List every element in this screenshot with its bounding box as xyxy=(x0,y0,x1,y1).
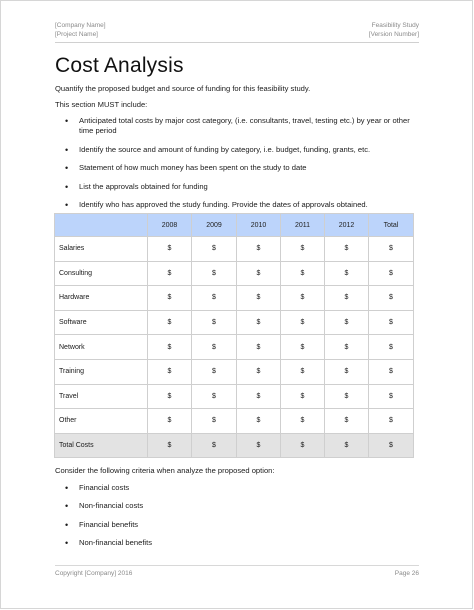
footer-divider xyxy=(55,565,419,566)
table-row xyxy=(55,286,414,311)
bullet-icon: • xyxy=(65,501,69,512)
table-cell: $ xyxy=(192,237,237,262)
table-cell: $ xyxy=(369,433,414,458)
table-cell: $ xyxy=(281,237,325,262)
table-row xyxy=(55,261,414,286)
table-cell: $ xyxy=(148,286,192,311)
table-row xyxy=(55,409,414,434)
bullet-icon: • xyxy=(65,181,69,192)
table-cell: $ xyxy=(192,384,237,409)
row-label: Training xyxy=(55,359,148,384)
table-cell: $ xyxy=(281,409,325,434)
table-cell: $ xyxy=(325,409,369,434)
table-cell: $ xyxy=(325,384,369,409)
table-cell: $ xyxy=(192,261,237,286)
must-include-item xyxy=(55,200,415,210)
header-doc-title: Feasibility Study xyxy=(371,22,419,29)
bullet-icon: • xyxy=(65,200,69,211)
intro-paragraph: Quantify the proposed budget and source of funding for this feasibility study. xyxy=(55,84,311,93)
table-cell: $ xyxy=(281,310,325,335)
must-include-item xyxy=(55,116,415,137)
row-label: Salaries xyxy=(55,237,148,262)
table-cell: $ xyxy=(369,310,414,335)
table-cell: $ xyxy=(325,359,369,384)
must-include-list xyxy=(55,116,415,219)
must-include-item xyxy=(55,145,415,155)
table-cell: $ xyxy=(281,335,325,360)
criteria-item-text: Non-financial benefits xyxy=(79,538,153,548)
row-label: Other xyxy=(55,409,148,434)
table-cell: $ xyxy=(237,384,281,409)
table-cell: $ xyxy=(237,409,281,434)
footer-page-number: Page 26 xyxy=(394,570,419,577)
table-cell: $ xyxy=(148,433,192,458)
criteria-item-text: Financial costs xyxy=(79,483,130,492)
table-cell: $ xyxy=(237,310,281,335)
table-cell: $ xyxy=(325,286,369,311)
table-body xyxy=(55,237,414,458)
criteria-item xyxy=(55,501,415,511)
table-cell: $ xyxy=(325,433,369,458)
criteria-item xyxy=(55,538,415,548)
header-left xyxy=(55,22,106,39)
table-cell: $ xyxy=(192,310,237,335)
table-cell: $ xyxy=(148,335,192,360)
table-row xyxy=(55,384,414,409)
bullet-icon: • xyxy=(65,519,69,530)
must-include-item xyxy=(55,163,415,173)
header-right xyxy=(369,22,419,39)
criteria-item xyxy=(55,483,415,493)
table-row xyxy=(55,433,414,458)
bullet-icon: • xyxy=(65,116,69,126)
table-cell: $ xyxy=(148,310,192,335)
must-include-item-text: Identify who has approved the study funding. Provide the dates of approvals obtained. xyxy=(79,200,368,210)
header-divider xyxy=(55,42,419,43)
row-label: Consulting xyxy=(55,261,148,286)
table-row xyxy=(55,335,414,360)
table-cell: $ xyxy=(369,261,414,286)
header-company: [Company Name] xyxy=(55,22,106,29)
header-project: [Project Name] xyxy=(55,30,98,38)
table-header-row xyxy=(55,214,414,237)
row-label: Hardware xyxy=(55,286,148,311)
table-cell: $ xyxy=(237,261,281,286)
table-row xyxy=(55,359,414,384)
table-cell: $ xyxy=(237,335,281,360)
table-cell: $ xyxy=(192,409,237,434)
header-version: [Version Number] xyxy=(368,30,419,38)
table-cell: $ xyxy=(369,359,414,384)
criteria-label: Consider the following criteria when analyze the proposed option: xyxy=(55,466,275,475)
table-row xyxy=(55,237,414,262)
table-cell: $ xyxy=(325,310,369,335)
cost-table xyxy=(54,213,414,458)
criteria-item-text: Non-financial costs xyxy=(79,501,144,511)
row-label: Network xyxy=(55,335,148,360)
table-cell: $ xyxy=(148,409,192,434)
table-cell: $ xyxy=(192,433,237,458)
bullet-icon: • xyxy=(65,144,69,155)
table-cell: $ xyxy=(237,286,281,311)
table-cell: $ xyxy=(325,261,369,286)
bullet-icon: • xyxy=(65,538,69,549)
must-include-label: This section MUST include: xyxy=(55,100,148,109)
table-header-cell: 2009 xyxy=(192,214,237,237)
table-cell: $ xyxy=(148,261,192,286)
table-cell: $ xyxy=(148,237,192,262)
row-label: Travel xyxy=(55,384,148,409)
table-cell: $ xyxy=(325,335,369,360)
must-include-item-text: Anticipated total costs by major cost category, (i.e. consultants, travel, testing etc.) by year or other time period xyxy=(79,116,410,136)
table-cell: $ xyxy=(237,237,281,262)
table-row xyxy=(55,310,414,335)
table-cell: $ xyxy=(192,286,237,311)
table-header-cell: 2012 xyxy=(325,214,369,237)
table-cell: $ xyxy=(369,335,414,360)
row-label: Total Costs xyxy=(55,433,148,458)
page-title: Cost Analysis xyxy=(55,54,184,77)
table-header-cell: 2010 xyxy=(237,214,281,237)
table-cell: $ xyxy=(369,384,414,409)
table-header-cell: Total xyxy=(369,214,414,237)
criteria-item xyxy=(55,520,415,530)
footer-copyright: Copyright [Company] 2016 xyxy=(55,570,133,577)
table-cell: $ xyxy=(369,409,414,434)
table-cell: $ xyxy=(325,237,369,262)
must-include-item-text: List the approvals obtained for funding xyxy=(79,181,208,191)
table-cell: $ xyxy=(281,359,325,384)
bullet-icon: • xyxy=(65,163,69,174)
table-header-blank xyxy=(55,214,148,237)
table-cell: $ xyxy=(281,261,325,286)
must-include-item xyxy=(55,182,415,192)
table-cell: $ xyxy=(369,286,414,311)
table-cell: $ xyxy=(192,359,237,384)
table-cell: $ xyxy=(281,433,325,458)
table-cell: $ xyxy=(148,359,192,384)
bullet-icon: • xyxy=(65,483,69,493)
must-include-item-text: Identify the source and amount of funding by category, i.e. budget, funding, grants, etc. xyxy=(79,144,371,154)
criteria-item-text: Financial benefits xyxy=(79,519,139,529)
table-header-cell: 2011 xyxy=(281,214,325,237)
table-cell: $ xyxy=(281,384,325,409)
table-cell: $ xyxy=(148,384,192,409)
table-header-cell: 2008 xyxy=(148,214,192,237)
criteria-list xyxy=(55,483,415,557)
table-cell: $ xyxy=(237,359,281,384)
table-cell: $ xyxy=(369,237,414,262)
table-cell: $ xyxy=(281,286,325,311)
table-cell: $ xyxy=(237,433,281,458)
table-cell: $ xyxy=(192,335,237,360)
must-include-item-text: Statement of how much money has been spent on the study to date xyxy=(79,163,307,173)
row-label: Software xyxy=(55,310,148,335)
